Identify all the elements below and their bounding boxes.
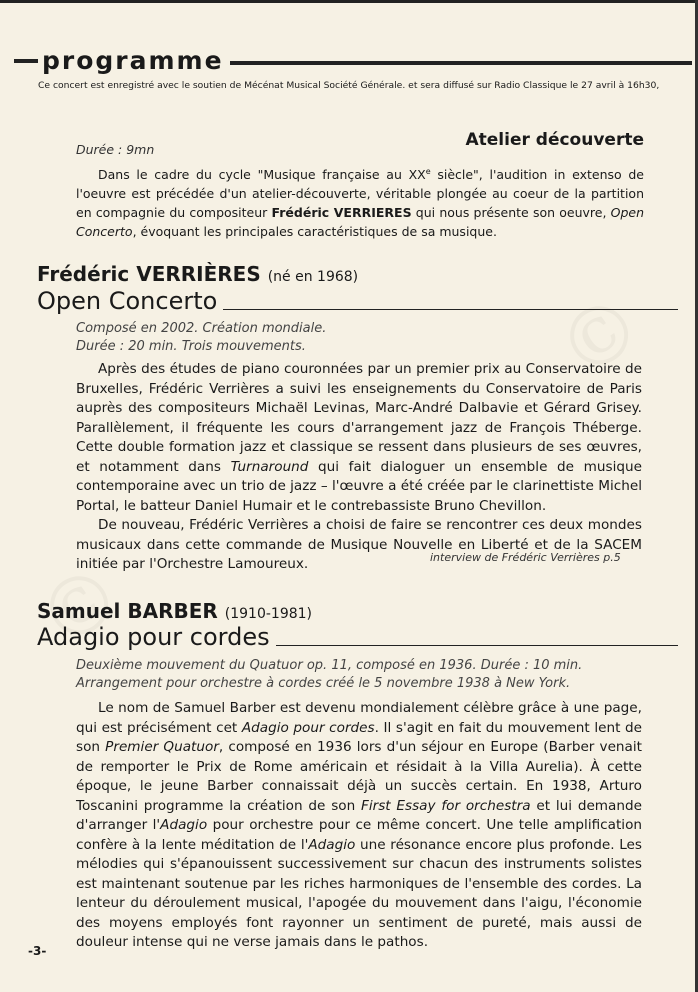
work-title: Adagio pour cordes xyxy=(37,623,270,651)
text-span: qui nous présente son oeuvre, xyxy=(411,205,611,221)
work-heading-adagio xyxy=(37,623,678,651)
work-rule xyxy=(276,645,678,646)
text-span: pour orchestre pour ce même concert. Une telle amplification confère à la lente méditation de l' xyxy=(76,817,643,853)
paragraph xyxy=(76,699,642,953)
composer-mention: Frédéric VERRIERES xyxy=(271,205,412,221)
text-span: siècle", l'audition in extenso de l'oeuvre est précédée d'un atelier-découverte, véritable plongée au coeur de la partition en compagnie du compositeur xyxy=(76,167,644,221)
barber-description xyxy=(76,699,642,953)
text-span: , composé en 1936 lors d'un séjour en Europe (Barber venait de remporter le Prix de Rome américain et résidait à la Villa Aurelia). À cette époque, le jeune Barber connaissait déjà un succès certain. En 1938, Arturo Toscanini programme la création de son xyxy=(76,739,642,814)
work-meta xyxy=(76,657,646,693)
text-span: et lui demande d'arranger l' xyxy=(76,797,642,833)
composer-verrieres xyxy=(37,262,358,286)
verrieres-biography xyxy=(76,360,642,575)
meta-line: Composé en 2002. Création mondiale. xyxy=(76,321,327,336)
composer-dates: (1910-1981) xyxy=(224,606,312,622)
meta-line: Arrangement pour orchestre à cordes créé le 5 novembre 1938 à New York. xyxy=(76,676,571,691)
work-mention: Turnaround xyxy=(230,458,309,475)
atelier-title: Atelier découverte xyxy=(465,130,644,150)
programme-title: programme xyxy=(42,46,224,75)
text-span: une résonance encore plus profonde. Les mélodies qui s'épanouissent successivement sur chacun des instruments solistes est maintenant soutenue par les riches harmoniques de l'ensemble des cordes. La lenteur du déroulement musical, l'apogée du mouvement dans l'aigu, l'économie des moyens employés font rayonner un sentiment de pureté, mais aussi de douleur intense qui ne verse jamais dans le pathos. xyxy=(76,836,642,950)
meta-line: Deuxième mouvement du Quatuor op. 11, composé en 1936. Durée : 10 min. xyxy=(76,658,583,673)
header-dash xyxy=(14,59,38,63)
interview-credit: interview de Frédéric Verrières p.5 xyxy=(430,551,621,564)
text-span: Après des études de piano couronnées par un premier prix au Conservatoire de Bruxelles, Frédéric Verrières a suivi les enseignements du Conservatoire de Paris auprès des compositeurs Michaël Levinas, Marc-André Dalbavie et Gérard Grisey. Parallèlement, il fréquente les cours d'arrangement jazz de François Théberge. Cette double formation jazz et classique se ressent dans plusieurs de ses œuvres, et notamment dans xyxy=(76,361,642,475)
atelier-description xyxy=(76,162,644,241)
text-span: . Il s'agit en fait du mouvement lent de son xyxy=(76,719,642,755)
work-mention: Open Concerto xyxy=(76,205,645,240)
atelier-duration: Durée : 9mn xyxy=(76,142,155,157)
text-span: qui fait dialoguer un ensemble de musique contemporaine avec un trio de jazz – l'œuvre a été créée par le clarinettiste Michel Portal, le batteur Daniel Humair et le contrebassiste Bruno Chevillon. xyxy=(76,458,642,514)
top-border xyxy=(0,0,698,3)
work-heading-open-concerto xyxy=(37,287,678,315)
work-mention: Adagio xyxy=(160,817,208,833)
superscript: e xyxy=(425,167,431,176)
composer-name: Frédéric VERRIÈRES xyxy=(37,262,261,286)
work-mention: Adagio xyxy=(308,836,356,853)
work-title: Open Concerto xyxy=(37,287,218,315)
programme-header xyxy=(14,46,692,76)
work-mention: Premier Quatuor xyxy=(105,739,219,755)
composer-barber xyxy=(37,599,312,623)
meta-line: Durée : 20 min. Trois mouvements. xyxy=(76,339,306,354)
text-span: Le nom de Samuel Barber est devenu mondialement célèbre grâce à une page, qui est précisément cet xyxy=(76,700,642,736)
work-meta xyxy=(76,320,646,356)
paragraph xyxy=(76,360,642,516)
composer-dates: (né en 1968) xyxy=(267,269,359,285)
text-span: , évoquant les principales caractéristiques de sa musique. xyxy=(132,224,497,240)
broadcast-note: Ce concert est enregistré avec le soutien de Mécénat Musical Société Générale. et sera diffusé sur Radio Classique le 27 avril à 16h30, xyxy=(38,80,660,91)
header-rule xyxy=(230,61,692,65)
paragraph: De nouveau, Frédéric Verrières a choisi de faire se rencontrer ces deux mondes musicaux dans cette commande de Musique Nouvelle en Liberté et de la SACEM initiée par l'Orchestre Lamoureux. xyxy=(76,517,642,572)
composer-name: Samuel BARBER xyxy=(37,599,218,623)
work-rule xyxy=(223,309,678,310)
text-span: Dans le cadre du cycle "Musique française au XX xyxy=(98,167,426,183)
work-mention: First Essay for orchestra xyxy=(361,797,531,814)
work-mention: Adagio pour cordes xyxy=(241,719,375,736)
page-number: -3- xyxy=(28,944,47,958)
